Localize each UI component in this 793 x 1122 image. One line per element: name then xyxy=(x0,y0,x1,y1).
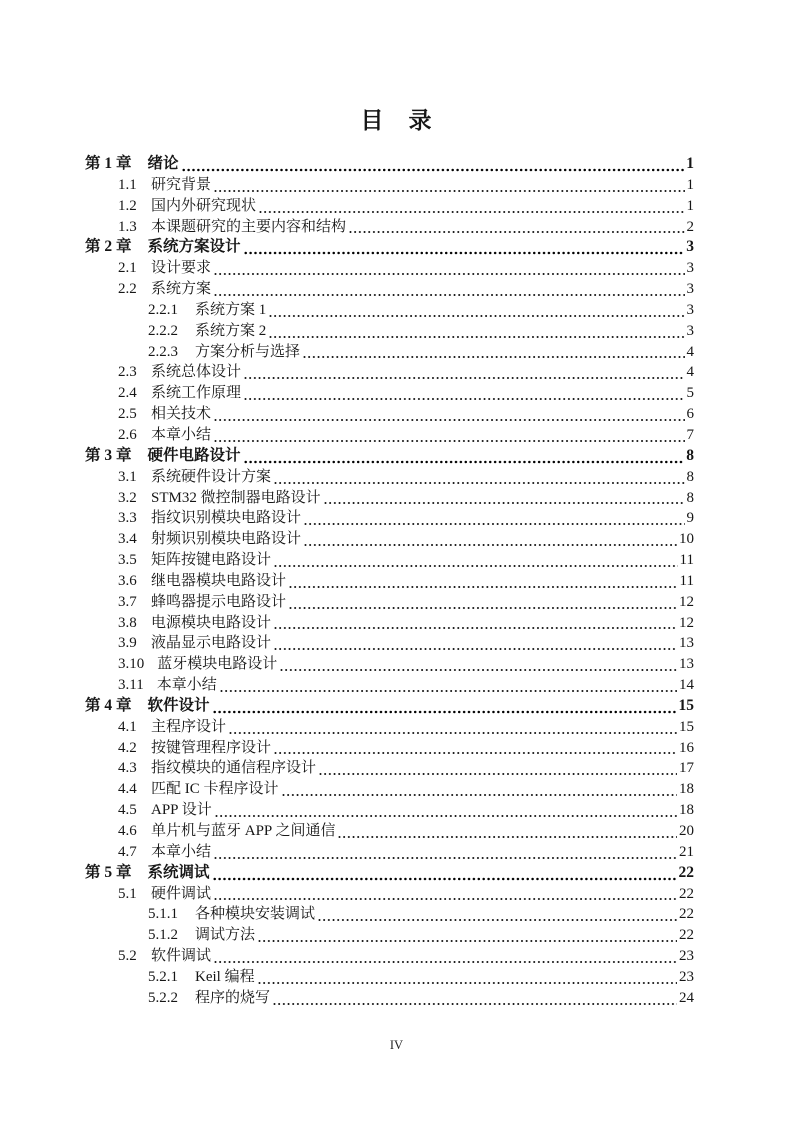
dot-leader xyxy=(274,626,677,630)
dot-leader xyxy=(274,647,677,651)
dot-leader xyxy=(244,397,684,401)
toc-entry-number: 4.2 xyxy=(118,739,137,756)
toc-entry-page: 1 xyxy=(686,155,694,172)
toc-entry-number: 2.2.1 xyxy=(148,301,178,318)
toc-entry-title: 射频识别模块电路设计 xyxy=(151,531,302,548)
toc-entry-page: 1 xyxy=(686,176,694,193)
toc-entry-number: 3.2 xyxy=(118,489,137,506)
dot-leader xyxy=(318,918,677,922)
toc-entry-number: 3.1 xyxy=(118,468,137,485)
toc-entry-number: 2.4 xyxy=(118,385,137,402)
toc-entry xyxy=(85,675,694,696)
toc-entry xyxy=(85,446,694,467)
toc-entry-title: 程序的烧写 xyxy=(195,989,271,1006)
toc-entry-number: 3.7 xyxy=(118,593,137,610)
toc-entry xyxy=(85,633,694,654)
dot-leader xyxy=(289,585,678,589)
dot-leader xyxy=(214,189,684,193)
toc-entry-number: 3.4 xyxy=(118,531,137,548)
toc-entry-number: 2.5 xyxy=(118,406,137,423)
dot-leader xyxy=(273,1002,677,1006)
toc-entry-page: 22 xyxy=(678,863,694,881)
toc-entry-page: 9 xyxy=(686,510,694,527)
dot-leader xyxy=(214,272,684,276)
toc-entry-number: 5.2.2 xyxy=(148,989,178,1006)
toc-entry-number: 第 5 章 xyxy=(85,863,132,881)
toc-entry-page: 16 xyxy=(679,739,694,756)
toc-entry-page: 3 xyxy=(686,238,694,256)
toc-entry-number: 2.2.3 xyxy=(148,343,178,360)
toc-entry-title: 指纹识别模块电路设计 xyxy=(151,510,302,527)
toc-entry-number: 2.6 xyxy=(118,426,137,443)
footer-page-number: IV xyxy=(389,1038,404,1052)
toc-entry xyxy=(85,362,694,383)
toc-entry-title: 系统总体设计 xyxy=(151,364,242,381)
toc-entry-page: 21 xyxy=(679,843,694,860)
dot-leader xyxy=(274,481,684,485)
toc-entry xyxy=(85,217,694,238)
toc-entry-number: 3.5 xyxy=(118,552,137,569)
dot-leader xyxy=(258,939,677,943)
toc-entry-page: 22 xyxy=(679,885,694,902)
toc-entry-page: 8 xyxy=(686,489,694,506)
toc-entry-title: 继电器模块电路设计 xyxy=(151,572,287,589)
toc-entry-page: 1 xyxy=(686,197,694,214)
toc-entry xyxy=(85,738,694,759)
toc-entry-number: 2.3 xyxy=(118,364,137,381)
toc-entry-number: 第 3 章 xyxy=(85,446,132,464)
toc-entry-number: 4.3 xyxy=(118,760,137,777)
toc-entry-number: 4.6 xyxy=(118,823,137,839)
toc-entry-title: 研究背景 xyxy=(151,176,212,193)
toc-entry xyxy=(85,967,694,988)
toc-entry-title: 电源模块电路设计 xyxy=(151,614,272,631)
dot-leader xyxy=(213,877,677,881)
toc-entry-page: 2 xyxy=(686,218,694,235)
dot-leader xyxy=(244,376,684,380)
toc-entry-title: 软件调试 xyxy=(151,948,212,965)
toc-entry-number: 3.9 xyxy=(118,635,137,652)
toc-entry-title: 本章小结 xyxy=(156,677,217,694)
toc-entry-page: 12 xyxy=(679,593,694,610)
toc-entry xyxy=(85,779,694,800)
toc-entry-page: 23 xyxy=(679,948,694,965)
dot-leader xyxy=(280,668,677,672)
toc-entry-number: 3.11 xyxy=(118,677,144,694)
toc-entry xyxy=(85,613,694,634)
toc-entry-page: 6 xyxy=(686,406,694,423)
toc-entry-page: 23 xyxy=(679,968,694,985)
toc-entry-title: 绪论 xyxy=(147,155,179,172)
toc-entry-page: 20 xyxy=(679,823,694,839)
dot-leader xyxy=(213,710,677,714)
toc-entry-number: 2.2.2 xyxy=(148,322,178,339)
toc-entry-number: 第 1 章 xyxy=(85,155,132,172)
toc-entry-page: 8 xyxy=(686,446,694,464)
toc-entry-title: APP 设计 xyxy=(151,802,212,819)
dot-leader xyxy=(303,355,684,359)
toc-entry xyxy=(85,758,694,779)
toc-entry xyxy=(85,800,694,821)
toc-entry-title: 匹配 IC 卡程序设计 xyxy=(151,781,279,798)
dot-leader xyxy=(289,606,677,610)
dot-leader xyxy=(282,793,677,797)
dot-leader xyxy=(269,335,684,339)
toc-entry-number: 3.6 xyxy=(118,572,137,589)
toc-entry-number: 3.10 xyxy=(118,656,145,673)
toc-entry xyxy=(85,279,694,300)
toc-entry xyxy=(85,842,694,863)
dot-leader xyxy=(259,210,684,214)
dot-leader xyxy=(182,168,685,172)
toc-entry-title: 蓝牙模块电路设计 xyxy=(157,656,278,673)
toc-entry-number: 3.8 xyxy=(118,614,137,631)
toc-entry-title: 系统工作原理 xyxy=(151,385,242,402)
toc-entry-title: 液晶显示电路设计 xyxy=(151,635,272,652)
toc-entry-title: 矩阵按键电路设计 xyxy=(151,552,272,569)
toc-entry-title: 各种模块安装调试 xyxy=(195,906,316,923)
toc-entry-page: 3 xyxy=(686,260,694,277)
toc-entry-title: 系统硬件设计方案 xyxy=(151,468,272,485)
dot-leader xyxy=(304,522,684,526)
toc-entry xyxy=(85,717,694,738)
toc-entry xyxy=(85,571,694,592)
toc-entry-number: 2.2 xyxy=(118,281,137,298)
toc-entry-title: 系统方案 xyxy=(151,281,212,298)
dot-leader xyxy=(274,751,677,755)
toc-entry-number: 4.1 xyxy=(118,718,137,735)
toc-entry xyxy=(85,175,694,196)
toc-entry-number: 4.5 xyxy=(118,802,137,819)
toc-entry xyxy=(85,884,694,905)
dot-leader xyxy=(244,460,685,464)
toc-entry-title: 按键管理程序设计 xyxy=(151,739,272,756)
toc-entry-number: 5.1.2 xyxy=(148,927,178,944)
toc-entry-page: 3 xyxy=(686,281,694,298)
toc-entry xyxy=(85,904,694,925)
toc-entry-number: 3.3 xyxy=(118,510,137,527)
toc-entry xyxy=(85,258,694,279)
toc-list xyxy=(85,154,694,1009)
toc-entry xyxy=(85,342,694,363)
toc-entry-number: 1.1 xyxy=(118,176,137,193)
toc-entry-page: 8 xyxy=(686,468,694,485)
toc-entry-title: 主程序设计 xyxy=(151,718,227,735)
toc-entry-title: Keil 编程 xyxy=(195,968,255,985)
toc-entry-number: 5.1 xyxy=(118,885,137,902)
dot-leader xyxy=(338,835,677,839)
toc-entry-title: 方案分析与选择 xyxy=(195,343,301,360)
toc-entry-page: 15 xyxy=(679,718,694,735)
toc-entry xyxy=(85,863,694,884)
toc-entry-title: 相关技术 xyxy=(151,406,212,423)
toc-entry-page: 22 xyxy=(679,927,694,944)
toc-entry-page: 11 xyxy=(679,552,694,569)
toc-entry-number: 5.1.1 xyxy=(148,906,178,923)
toc-entry-page: 3 xyxy=(686,301,694,318)
dot-leader xyxy=(214,897,677,901)
toc-entry-title: 蜂鸣器提示电路设计 xyxy=(151,593,287,610)
toc-entry-page: 12 xyxy=(679,614,694,631)
toc-entry-page: 3 xyxy=(686,322,694,339)
toc-entry xyxy=(85,696,694,717)
toc-entry-number: 4.7 xyxy=(118,843,137,860)
toc-entry-title: 设计要求 xyxy=(151,260,212,277)
toc-entry xyxy=(85,237,694,258)
toc-entry-title: 硬件调试 xyxy=(151,885,212,902)
toc-entry xyxy=(85,988,694,1009)
toc-entry xyxy=(85,925,694,946)
toc-entry xyxy=(85,383,694,404)
toc-entry-title: 硬件电路设计 xyxy=(147,446,241,464)
toc-entry xyxy=(85,196,694,217)
toc-entry-title: 本课题研究的主要内容和结构 xyxy=(151,218,347,235)
toc-entry xyxy=(85,488,694,509)
toc-entry-page: 15 xyxy=(678,696,694,714)
toc-entry-page: 17 xyxy=(679,760,694,777)
toc-entry-title: 系统方案 1 xyxy=(195,301,267,318)
toc-entry-page: 11 xyxy=(679,572,694,589)
toc-entry xyxy=(85,946,694,967)
dot-leader xyxy=(215,814,677,818)
toc-entry-title: 系统方案设计 xyxy=(147,238,241,256)
toc-entry-page: 13 xyxy=(679,635,694,652)
toc-entry-page: 18 xyxy=(679,802,694,819)
toc-entry-number: 2.1 xyxy=(118,260,137,277)
toc-entry-page: 24 xyxy=(679,989,694,1006)
dot-leader xyxy=(324,501,685,505)
toc-entry-title: 系统调试 xyxy=(147,863,210,881)
toc-entry xyxy=(85,821,694,842)
dot-leader xyxy=(214,439,684,443)
dot-leader xyxy=(220,689,677,693)
toc-entry-title: 调试方法 xyxy=(195,927,256,944)
toc-entry xyxy=(85,592,694,613)
dot-leader xyxy=(319,772,677,776)
toc-entry xyxy=(85,467,694,488)
toc-entry xyxy=(85,425,694,446)
toc-entry xyxy=(85,529,694,550)
toc-entry-number: 5.2.1 xyxy=(148,968,178,985)
dot-leader xyxy=(269,314,684,318)
dot-leader xyxy=(214,293,684,297)
dot-leader xyxy=(229,731,677,735)
toc-entry-page: 14 xyxy=(679,677,694,694)
toc-entry-page: 5 xyxy=(686,385,694,402)
toc-entry-title: 指纹模块的通信程序设计 xyxy=(151,760,317,777)
toc-entry-page: 4 xyxy=(686,343,694,360)
toc-entry-title: 本章小结 xyxy=(151,843,212,860)
toc-entry-title: 本章小结 xyxy=(151,426,212,443)
toc-entry xyxy=(85,404,694,425)
toc-entry-number: 1.2 xyxy=(118,197,137,214)
toc-entry-number: 第 2 章 xyxy=(85,238,132,256)
toc-entry xyxy=(85,550,694,571)
dot-leader xyxy=(304,543,677,547)
toc-entry-number: 1.3 xyxy=(118,218,137,235)
toc-entry-page: 10 xyxy=(679,531,694,548)
toc-entry xyxy=(85,154,694,175)
toc-entry-page: 4 xyxy=(686,364,694,381)
toc-entry-title: 单片机与蓝牙 APP 之间通信 xyxy=(151,823,336,839)
toc-entry-page: 18 xyxy=(679,781,694,798)
dot-leader xyxy=(274,564,678,568)
dot-leader xyxy=(214,960,677,964)
toc-entry-title: STM32 微控制器电路设计 xyxy=(151,489,321,506)
dot-leader xyxy=(214,856,677,860)
toc-entry-number: 5.2 xyxy=(118,948,137,965)
toc-entry-number: 第 4 章 xyxy=(85,696,132,714)
toc-entry xyxy=(85,508,694,529)
dot-leader xyxy=(349,230,684,234)
toc-entry-page: 22 xyxy=(679,906,694,923)
dot-leader xyxy=(244,251,685,255)
toc-entry-page: 7 xyxy=(686,426,694,443)
dot-leader xyxy=(214,418,684,422)
toc-entry xyxy=(85,654,694,675)
dot-leader xyxy=(258,981,677,985)
toc-entry-title: 国内外研究现状 xyxy=(151,197,257,214)
toc-entry-title: 系统方案 2 xyxy=(195,322,267,339)
toc-entry-title: 软件设计 xyxy=(147,696,210,714)
toc-entry xyxy=(85,300,694,321)
toc-entry xyxy=(85,321,694,342)
page-title: 目 录 xyxy=(360,108,433,133)
toc-entry-number: 4.4 xyxy=(118,781,137,798)
toc-entry-page: 13 xyxy=(679,656,694,673)
